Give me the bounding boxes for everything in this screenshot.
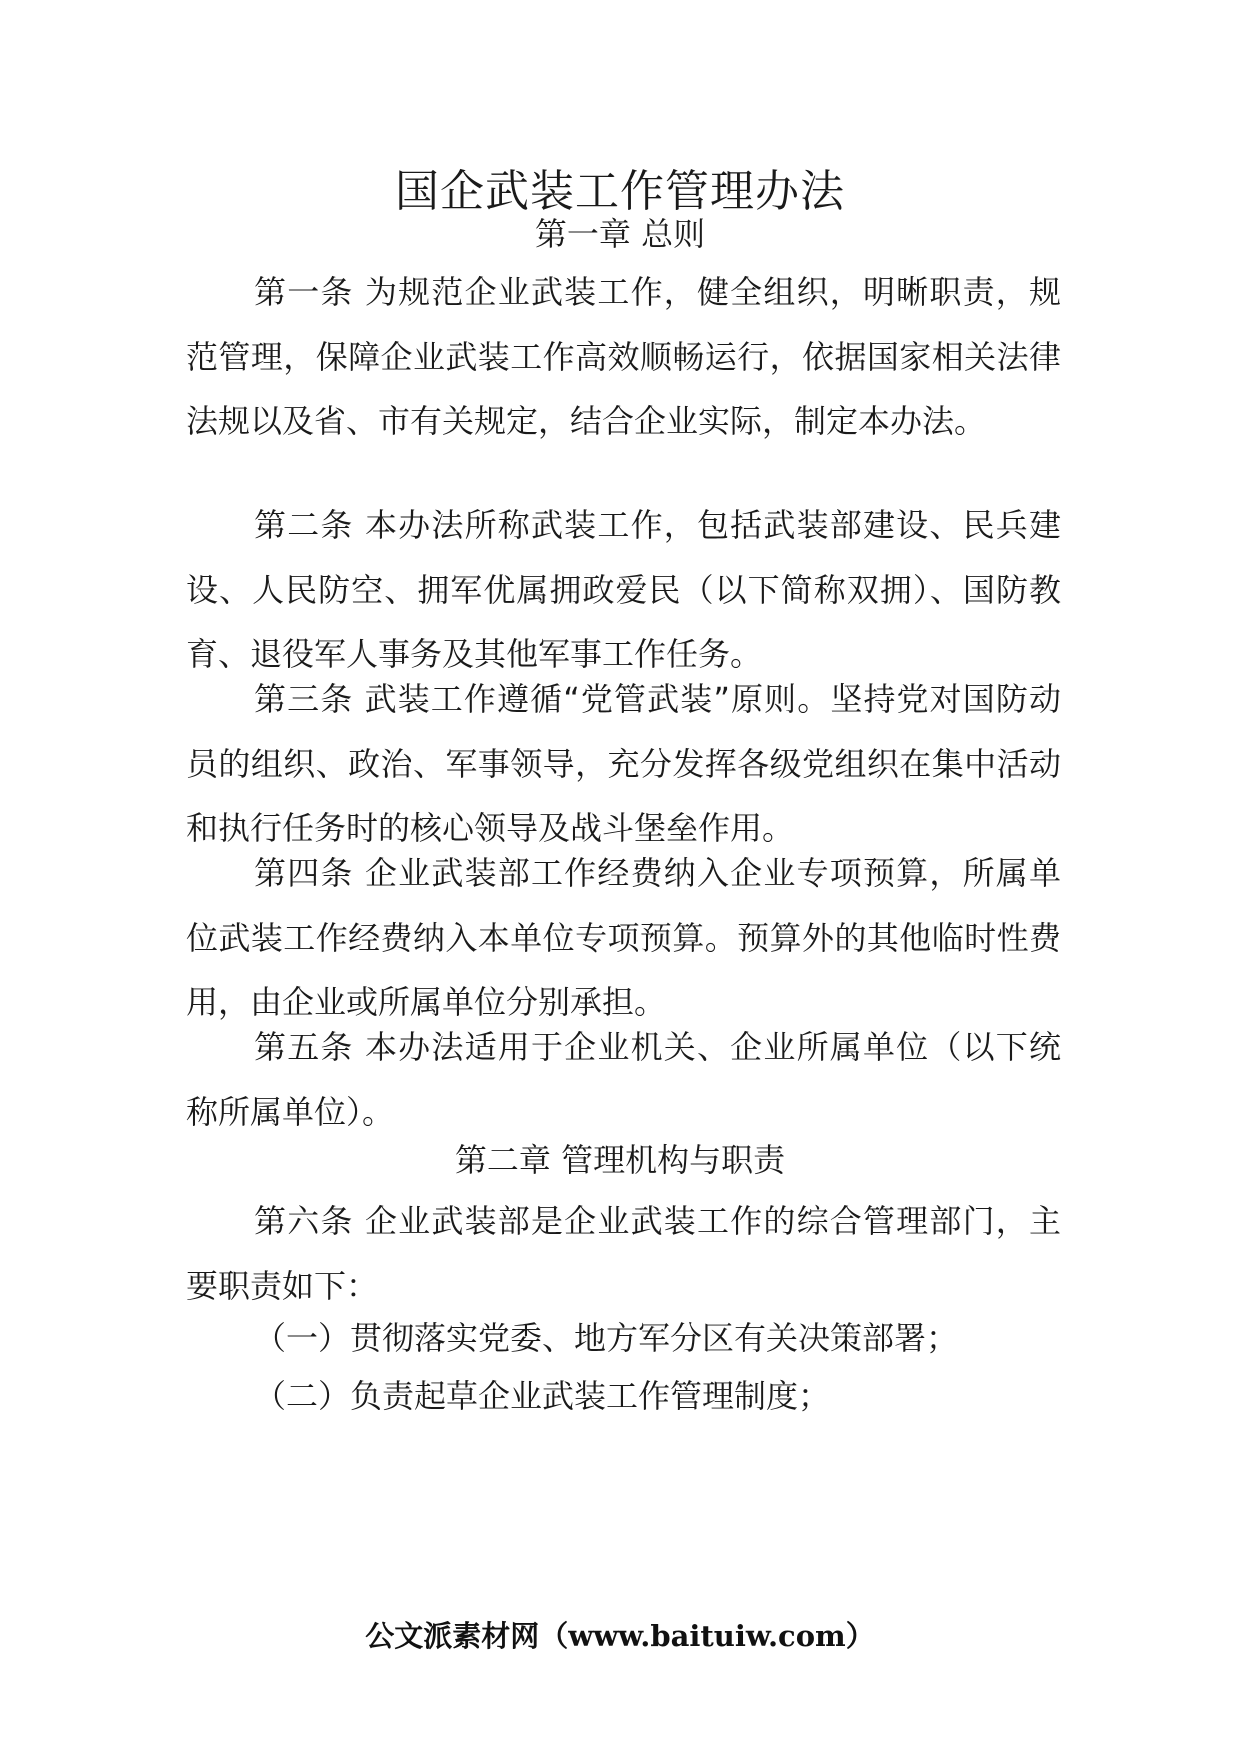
article-5: 第五条 本办法适用于企业机关、企业所属单位（以下统称所属单位）。 — [186, 1028, 1061, 1131]
chapter-heading-general: 第一章 总则 — [534, 215, 706, 253]
article-3: 第三条 武装工作遵循“党管武装”原则。坚持党对国防动员的组织、政治、军事领导，充分发挥各级党组织在集中活动和执行任务时的核心领导及战斗堡垒作用。 — [186, 680, 1061, 848]
list-item: （一）贯彻落实党委、地方军分区有关决策部署； — [254, 1319, 959, 1357]
article-4: 第四条 企业武装部工作经费纳入企业专项预算，所属单位武装工作经费纳入本单位专项预算。预算外的其他临时性费用，由企业或所属单位分别承担。 — [186, 854, 1061, 1022]
source-watermark: 公文派素材网（www.baituiw.com） — [365, 1619, 875, 1653]
document-title: 国企武装工作管理办法 — [395, 166, 845, 217]
list-item: （二）负责起草企业武装工作管理制度； — [254, 1377, 831, 1415]
article-6: 第六条 企业武装部是企业武装工作的综合管理部门，主要职责如下： — [186, 1202, 1061, 1305]
article-2: 第二条 本办法所称武装工作，包括武装部建设、民兵建设、人民防空、拥军优属拥政爱民（以下简称双拥）、国防教育、退役军人事务及其他军事工作任务。 — [186, 506, 1061, 674]
chapter-heading-management: 第二章 管理机构与职责 — [454, 1141, 786, 1179]
article-1: 第一条 为规范企业武装工作，健全组织，明晰职责，规范管理，保障企业武装工作高效顺畅运行，依据国家相关法律法规以及省、市有关规定，结合企业实际，制定本办法。 — [186, 273, 1061, 441]
